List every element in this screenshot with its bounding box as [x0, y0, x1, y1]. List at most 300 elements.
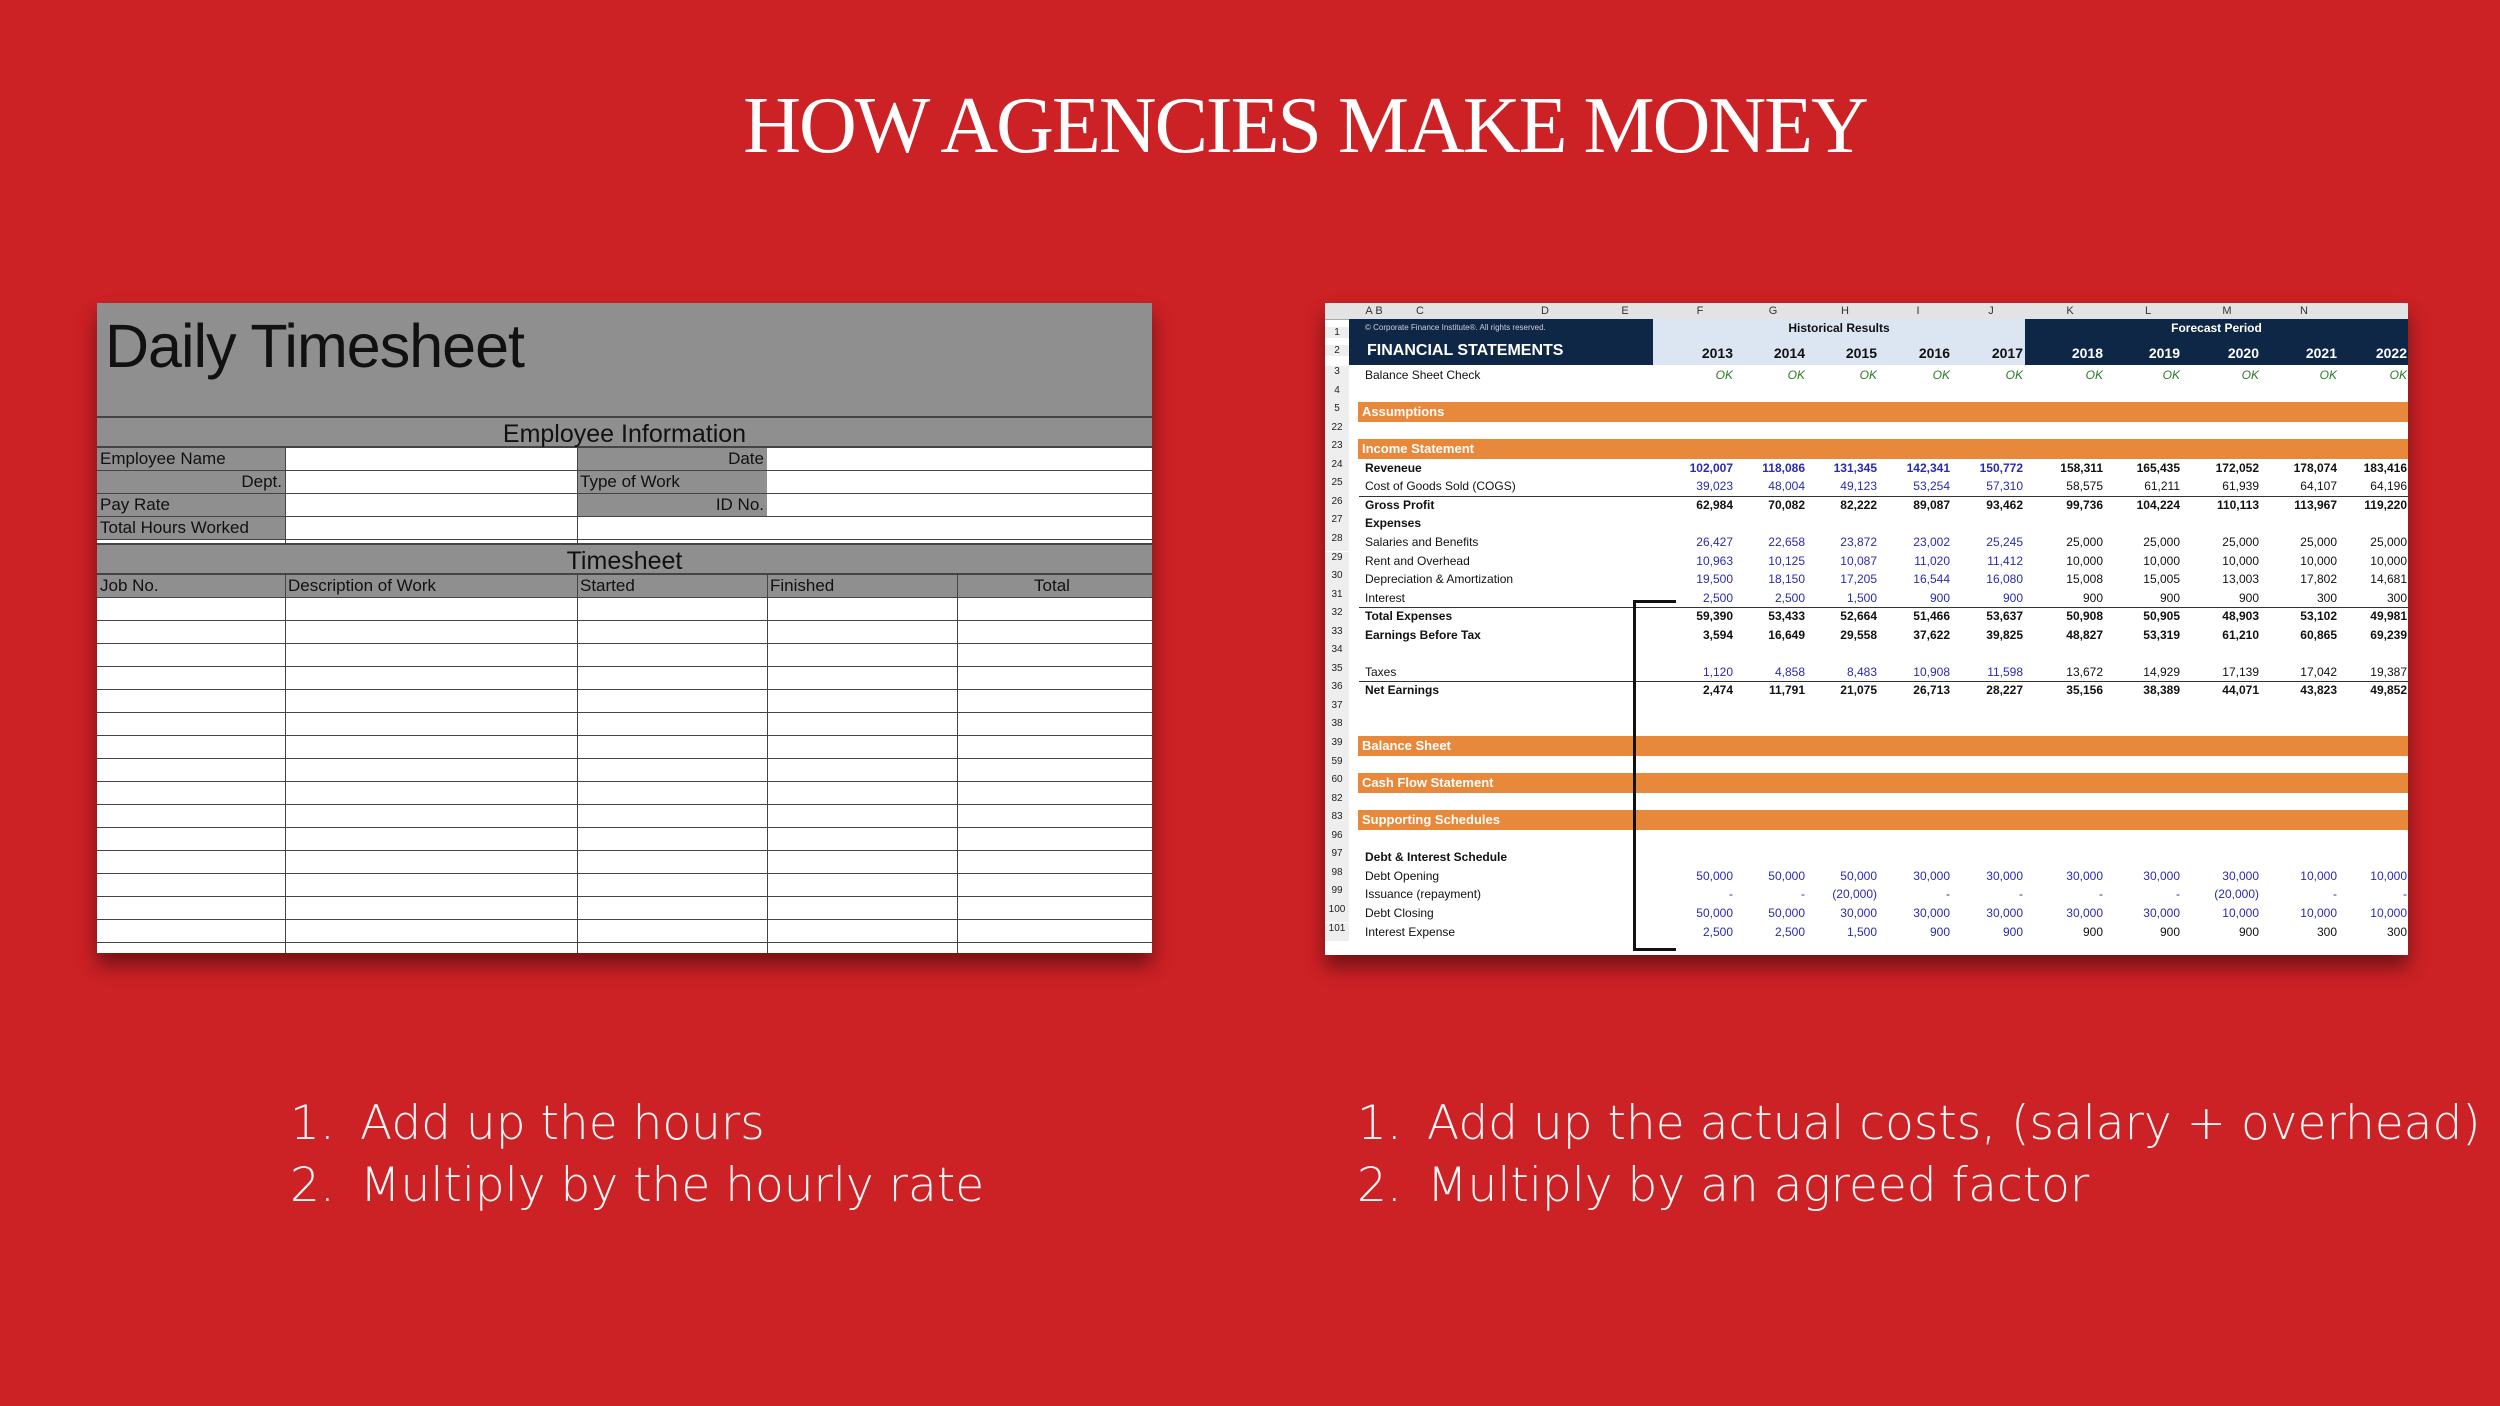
year-label: 2020: [2227, 345, 2259, 361]
cell-value: 30,000: [2222, 868, 2259, 883]
ts-row-employee: [97, 448, 1152, 471]
right-list-item: [1357, 1093, 2481, 1155]
cell-value: 30,000: [2066, 868, 2103, 883]
cell-value: 119,220: [2364, 497, 2407, 512]
cell-value: 21,075: [1840, 683, 1877, 698]
section-band: Cash Flow Statement: [1358, 773, 2408, 793]
cell-value: 178,074: [2293, 460, 2337, 475]
cell-value: 25,245: [1986, 534, 2023, 549]
cell-value: 50,908: [2066, 609, 2103, 624]
cell-value: 1,500: [1846, 590, 1877, 605]
historical-label: Historical Results: [1788, 321, 1890, 335]
column-letter: D: [1541, 305, 1549, 317]
row-number: 22: [1325, 422, 1349, 441]
row-label: Debt Opening: [1365, 868, 1440, 883]
cell-value: OK: [1787, 368, 1805, 382]
cell-value: 11,412: [1987, 553, 2023, 568]
cell-value: 2,500: [1702, 924, 1733, 939]
row-label: Balance Sheet Check: [1365, 368, 1481, 382]
cell-value: 900: [1929, 590, 1950, 605]
timesheet-entry-row: [97, 805, 1152, 828]
row-number: 59: [1325, 756, 1349, 775]
cell-value: 30,000: [2143, 905, 2180, 920]
total-rule: [1359, 681, 2408, 682]
row-label: Taxes: [1365, 664, 1397, 679]
timesheet-entry-row: [97, 667, 1152, 690]
row-number: 98: [1325, 867, 1349, 886]
row-label: Depreciation & Amortization: [1365, 572, 1514, 587]
cell-value: OK: [2005, 368, 2023, 382]
right-list-item: [1357, 1155, 2481, 1217]
column-letter: B: [1375, 305, 1383, 317]
row-number: 60: [1325, 774, 1349, 793]
cell-value: OK: [2085, 368, 2103, 382]
cell-value: 900: [2238, 924, 2259, 939]
year-label: 2021: [2305, 345, 2337, 361]
cell-value: 17,139: [2222, 664, 2259, 679]
employee-info-divider: [285, 448, 286, 543]
cell-value: 900: [2002, 924, 2023, 939]
cell-value: 10,000: [2370, 553, 2407, 568]
right-list: [1357, 1093, 2481, 1217]
cell-value: 25,000: [2370, 534, 2407, 549]
row-label: Salaries and Benefits: [1365, 534, 1479, 549]
cell-value: 39,825: [1986, 627, 2023, 642]
timesheet-image: [97, 303, 1152, 953]
ts-row-dept: [97, 471, 1152, 494]
column-letter: A: [1365, 305, 1373, 317]
interest-link-bracket: [1633, 600, 1676, 951]
row-number: 2: [1325, 345, 1349, 356]
cell-value: OK: [1932, 368, 1950, 382]
row-number: 25: [1325, 477, 1349, 496]
row-number: 24: [1325, 459, 1349, 478]
list-number: 2.: [1357, 1158, 1402, 1213]
cell-value: 900: [2002, 590, 2023, 605]
column-letter: E: [1621, 305, 1629, 317]
cell-value: 104,224: [2136, 497, 2180, 512]
row-number: 36: [1325, 681, 1349, 700]
row-number: 101: [1325, 923, 1349, 942]
cell-value: OK: [1715, 368, 1733, 382]
row-number: 33: [1325, 626, 1349, 645]
year-label: 2014: [1773, 345, 1805, 361]
cell-value: 49,981: [2370, 609, 2407, 624]
cell-value: 900: [1929, 924, 1950, 939]
timesheet-entry-row: [97, 782, 1152, 805]
cell-value: 900: [2082, 590, 2103, 605]
row-number: 23: [1325, 440, 1349, 459]
row-number: 34: [1325, 644, 1349, 663]
row-number: 38: [1325, 718, 1349, 737]
cell-value: 25,000: [2066, 534, 2103, 549]
col-description: Description of Work: [288, 576, 437, 595]
timesheet-entry-row: [97, 897, 1152, 920]
cell-value: 102,007: [1689, 460, 1733, 475]
row-number: 29: [1325, 552, 1349, 571]
cell-value: 150,772: [1979, 460, 2023, 475]
cell-value: (20,000): [2214, 887, 2259, 902]
column-letter: F: [1696, 305, 1704, 317]
row-number: 26: [1325, 496, 1349, 515]
cell-value: 48,827: [2066, 627, 2103, 642]
cell-value: 142,341: [1906, 460, 1950, 475]
cell-value: 10,000: [2222, 553, 2259, 568]
cell-value: 11,791: [1768, 683, 1805, 698]
cell-value: 35,156: [2066, 683, 2103, 698]
cell-value: 30,000: [1913, 905, 1950, 920]
timesheet-title: Daily Timesheet: [105, 312, 524, 380]
ts-row-payrate: [97, 494, 1152, 517]
column-letter: N: [2300, 305, 2308, 317]
cell-value: 69,239: [2370, 627, 2407, 642]
cell-value: 25,000: [2300, 534, 2337, 549]
row-number: 30: [1325, 570, 1349, 589]
cell-value: 172,052: [2215, 460, 2259, 475]
section-band: Supporting Schedules: [1358, 810, 2408, 830]
dept-label: Dept.: [97, 471, 285, 493]
column-letter: I: [1916, 305, 1920, 317]
row-number: 31: [1325, 589, 1349, 608]
row-number: 82: [1325, 793, 1349, 812]
timesheet-entry-row: [97, 736, 1152, 759]
cell-value: 900: [2159, 590, 2180, 605]
fs-heading-block: [1349, 319, 1677, 365]
cell-value: 61,210: [2222, 627, 2259, 642]
cell-value: 10,000: [2370, 905, 2407, 920]
cell-value: 13,003: [2222, 572, 2259, 587]
cell-value: 62,984: [1696, 497, 1733, 512]
fs-heading: FINANCIAL STATEMENTS: [1367, 342, 1564, 359]
cell-value: 61,211: [2144, 479, 2180, 494]
cell-value: 900: [2082, 924, 2103, 939]
cell-value: 28,227: [1986, 683, 2023, 698]
cell-value: 61,939: [2222, 479, 2259, 494]
ts-column-headers: [97, 575, 1152, 598]
cell-value: 15,008: [2066, 572, 2103, 587]
cell-value: -: [1801, 887, 1805, 902]
cell-value: 16,080: [1986, 572, 2023, 587]
cell-value: 50,000: [1696, 868, 1733, 883]
row-label: Net Earnings: [1365, 683, 1440, 698]
cell-value: 49,123: [1840, 479, 1877, 494]
total-hours-label: Total Hours Worked: [97, 517, 285, 539]
column-letter: L: [2144, 305, 2152, 317]
total-rule: [1359, 607, 2408, 608]
row-number: 39: [1325, 737, 1349, 756]
cell-value: 16,649: [1768, 627, 1805, 642]
list-number: 2.: [290, 1158, 335, 1213]
col-started: Started: [580, 576, 635, 595]
timesheet-entry-row: [97, 621, 1152, 644]
cell-value: 165,435: [2136, 460, 2180, 475]
cell-value: 11,020: [1914, 553, 1950, 568]
timesheet-entry-row: [97, 874, 1152, 897]
row-label: Earnings Before Tax: [1365, 627, 1481, 642]
cell-value: -: [1729, 887, 1733, 902]
cell-value: 30,000: [2066, 905, 2103, 920]
cell-value: 10,963: [1696, 553, 1733, 568]
pay-rate-label: Pay Rate: [97, 494, 285, 516]
cell-value: 89,087: [1913, 497, 1950, 512]
row-label: Reveneue: [1365, 460, 1422, 475]
timesheet-column-divider: [577, 575, 578, 953]
timesheet-band: Timesheet: [97, 543, 1152, 575]
cell-value: 10,908: [1913, 664, 1950, 679]
cell-value: 53,102: [2300, 609, 2337, 624]
date-label: Date: [577, 448, 767, 470]
row-number: 4: [1325, 385, 1349, 404]
row-number: 83: [1325, 811, 1349, 830]
cell-value: 13,672: [2066, 664, 2103, 679]
cell-value: 30,000: [1986, 868, 2023, 883]
row-number: 96: [1325, 830, 1349, 849]
type-of-work-label: Type of Work: [577, 471, 767, 493]
column-letter: M: [2222, 305, 2232, 317]
cell-value: 17,205: [1840, 572, 1877, 587]
cell-value: 18,150: [1768, 572, 1805, 587]
section-band: Assumptions: [1358, 402, 2408, 422]
cell-value: 300: [2316, 924, 2337, 939]
cell-value: 118,086: [1762, 460, 1805, 475]
cell-value: 10,000: [2066, 553, 2103, 568]
cell-value: 113,967: [2294, 497, 2337, 512]
cell-value: 64,196: [2370, 479, 2407, 494]
cell-value: 8,483: [1846, 664, 1877, 679]
cell-value: 19,387: [2370, 664, 2407, 679]
row-number: 27: [1325, 514, 1349, 533]
cell-value: 158,311: [2060, 460, 2103, 475]
cell-value: 10,000: [2300, 553, 2337, 568]
list-text: Multiply by an agreed factor: [1427, 1158, 2090, 1213]
row-number: 1: [1325, 327, 1349, 338]
row-number: 100: [1325, 904, 1349, 923]
list-number: 1.: [290, 1096, 335, 1151]
cell-value: 23,002: [1913, 534, 1950, 549]
column-letter: J: [1988, 305, 1994, 317]
timesheet-entry-row: [97, 851, 1152, 874]
row-label: Gross Profit: [1365, 497, 1435, 512]
col-job-no: Job No.: [100, 576, 159, 595]
row-label: Interest: [1365, 590, 1406, 605]
cell-value: (20,000): [1832, 887, 1877, 902]
list-text: Multiply by the hourly rate: [360, 1158, 985, 1213]
column-letter: G: [1768, 305, 1778, 317]
timesheet-entry-row: [97, 759, 1152, 782]
row-label: Issuance (repayment): [1365, 887, 1482, 902]
timesheet-entry-row: [97, 690, 1152, 713]
left-list-item: [290, 1093, 984, 1155]
row-number: 37: [1325, 700, 1349, 719]
cell-value: 183,416: [2363, 460, 2407, 475]
cell-value: 53,319: [2143, 627, 2180, 642]
cell-value: 300: [2386, 924, 2407, 939]
cell-value: 2,500: [1774, 590, 1805, 605]
cell-value: 25,000: [2143, 534, 2180, 549]
year-label: 2018: [2071, 345, 2103, 361]
cell-value: 17,042: [2300, 664, 2337, 679]
cell-value: OK: [2162, 368, 2180, 382]
row-label: Cost of Goods Sold (COGS): [1365, 479, 1516, 494]
cell-value: 30,000: [1840, 905, 1877, 920]
column-letter-header: [1325, 303, 2408, 320]
cell-value: 50,000: [1696, 905, 1733, 920]
timesheet-header: [97, 303, 1152, 416]
list-text: Add up the actual costs, (salary + overhead): [1427, 1096, 2481, 1151]
cell-value: 2,500: [1702, 590, 1733, 605]
cell-value: 14,681: [2370, 572, 2407, 587]
cell-value: 50,000: [1768, 905, 1805, 920]
cell-value: 131,345: [1833, 460, 1877, 475]
cell-value: 11,598: [1987, 664, 2023, 679]
cell-value: OK: [2389, 368, 2407, 382]
timesheet-entry-row: [97, 828, 1152, 851]
cell-value: 59,390: [1696, 609, 1733, 624]
cell-value: 57,310: [1986, 479, 2023, 494]
year-label: 2017: [1991, 345, 2023, 361]
cell-value: 23,872: [1840, 534, 1877, 549]
cell-value: 64,107: [2300, 479, 2337, 494]
timesheet-column-divider: [767, 575, 768, 953]
list-text: Add up the hours: [360, 1096, 765, 1151]
cell-value: 15,005: [2143, 572, 2180, 587]
row-number: 3: [1325, 366, 1349, 385]
employee-name-label: Employee Name: [97, 448, 285, 470]
cell-value: 17,802: [2300, 572, 2337, 587]
cell-value: 900: [2159, 924, 2180, 939]
cell-value: 10,000: [2222, 905, 2259, 920]
list-number: 1.: [1357, 1096, 1402, 1151]
cell-value: -: [2333, 887, 2337, 902]
cell-value: OK: [2241, 368, 2259, 382]
cell-value: 53,433: [1768, 609, 1805, 624]
total-rule: [1359, 496, 2408, 497]
row-number: 5: [1325, 403, 1349, 422]
cell-value: 30,000: [1986, 905, 2023, 920]
cell-value: 1,120: [1702, 664, 1733, 679]
cell-value: 99,736: [2066, 497, 2103, 512]
row-number: 28: [1325, 533, 1349, 552]
cell-value: 44,071: [2222, 683, 2259, 698]
cell-value: 82,222: [1840, 497, 1877, 512]
timesheet-entry-row: [97, 920, 1152, 943]
cell-value: 49,852: [2370, 683, 2407, 698]
cell-value: -: [2099, 887, 2103, 902]
cell-value: 10,000: [2300, 868, 2337, 883]
cell-value: 10,087: [1840, 553, 1877, 568]
row-number: 99: [1325, 885, 1349, 904]
cell-value: 10,125: [1768, 553, 1805, 568]
timesheet-entry-row: [97, 598, 1152, 621]
cell-value: 50,000: [1840, 868, 1877, 883]
row-label: Interest Expense: [1365, 924, 1456, 939]
cell-value: 30,000: [1913, 868, 1950, 883]
cell-value: 38,389: [2143, 683, 2180, 698]
cell-value: 29,558: [1840, 627, 1877, 642]
slide-title: HOW AGENCIES MAKE MONEY: [743, 82, 1867, 170]
id-no-label: ID No.: [577, 494, 767, 516]
row-number: 35: [1325, 663, 1349, 682]
year-label: 2019: [2148, 345, 2180, 361]
cell-value: 51,466: [1913, 609, 1950, 624]
cell-value: -: [2403, 887, 2407, 902]
copyright-text: © Corporate Finance Institute®. All rights reserved.: [1365, 323, 1546, 332]
cell-value: 4,858: [1774, 664, 1805, 679]
cell-value: 43,823: [2300, 683, 2337, 698]
cell-value: 10,000: [2370, 868, 2407, 883]
col-finished: Finished: [770, 576, 835, 595]
column-letter: H: [1841, 305, 1849, 317]
year-label: 2013: [1701, 345, 1733, 361]
cell-value: 48,903: [2222, 609, 2259, 624]
cell-value: 53,254: [1913, 479, 1950, 494]
cell-value: 26,713: [1913, 683, 1950, 698]
year-label: 2016: [1918, 345, 1950, 361]
cell-value: 60,865: [2300, 627, 2337, 642]
timesheet-entry-row: [97, 713, 1152, 736]
row-number: 32: [1325, 607, 1349, 626]
timesheet-column-divider: [957, 575, 958, 953]
cell-value: 22,658: [1768, 534, 1805, 549]
row-number: 97: [1325, 848, 1349, 867]
cell-value: 70,082: [1768, 497, 1805, 512]
financial-statements-image: [1325, 303, 2408, 955]
timesheet-column-divider: [285, 575, 286, 953]
cell-value: 2,500: [1774, 924, 1805, 939]
col-total: Total: [1034, 576, 1070, 595]
section-band: Income Statement: [1358, 439, 2408, 459]
cell-value: 26,427: [1696, 534, 1733, 549]
section-band: Balance Sheet: [1358, 736, 2408, 756]
year-label: 2022: [2375, 345, 2407, 361]
cell-value: 16,544: [1913, 572, 1950, 587]
row-label: Debt Closing: [1365, 905, 1434, 920]
cell-value: 30,000: [2143, 868, 2180, 883]
cell-value: 900: [2238, 590, 2259, 605]
cell-value: OK: [1859, 368, 1877, 382]
cell-value: 48,004: [1768, 479, 1805, 494]
cell-value: 50,905: [2143, 609, 2180, 624]
cell-value: 50,000: [1768, 868, 1805, 883]
cell-value: -: [1946, 887, 1950, 902]
row-label: Total Expenses: [1365, 609, 1453, 624]
employee-info-band: Employee Information: [97, 416, 1152, 448]
cell-value: -: [2176, 887, 2180, 902]
year-label: 2015: [1845, 345, 1877, 361]
ts-row-hours: [97, 517, 1152, 540]
row-label: Expenses: [1365, 516, 1422, 531]
cell-value: 93,462: [1986, 497, 2023, 512]
timesheet-entry-row: [97, 943, 1152, 953]
cell-value: 3,594: [1702, 627, 1733, 642]
forecast-label: Forecast Period: [2171, 321, 2262, 335]
row-label: Debt & Interest Schedule: [1365, 850, 1508, 865]
column-letter: C: [1416, 305, 1424, 317]
cell-value: 25,000: [2222, 534, 2259, 549]
cell-value: 53,637: [1986, 609, 2023, 624]
cell-value: 300: [2386, 590, 2407, 605]
cell-value: 10,000: [2143, 553, 2180, 568]
cell-value: 52,664: [1840, 609, 1877, 624]
cell-value: 37,622: [1913, 627, 1950, 642]
cell-value: 1,500: [1846, 924, 1877, 939]
cell-value: 110,113: [2216, 497, 2259, 512]
cell-value: 19,500: [1696, 572, 1733, 587]
cell-value: 58,575: [2066, 479, 2103, 494]
column-letter: K: [2066, 305, 2074, 317]
cell-value: 14,929: [2143, 664, 2180, 679]
employee-info-divider: [577, 448, 578, 543]
